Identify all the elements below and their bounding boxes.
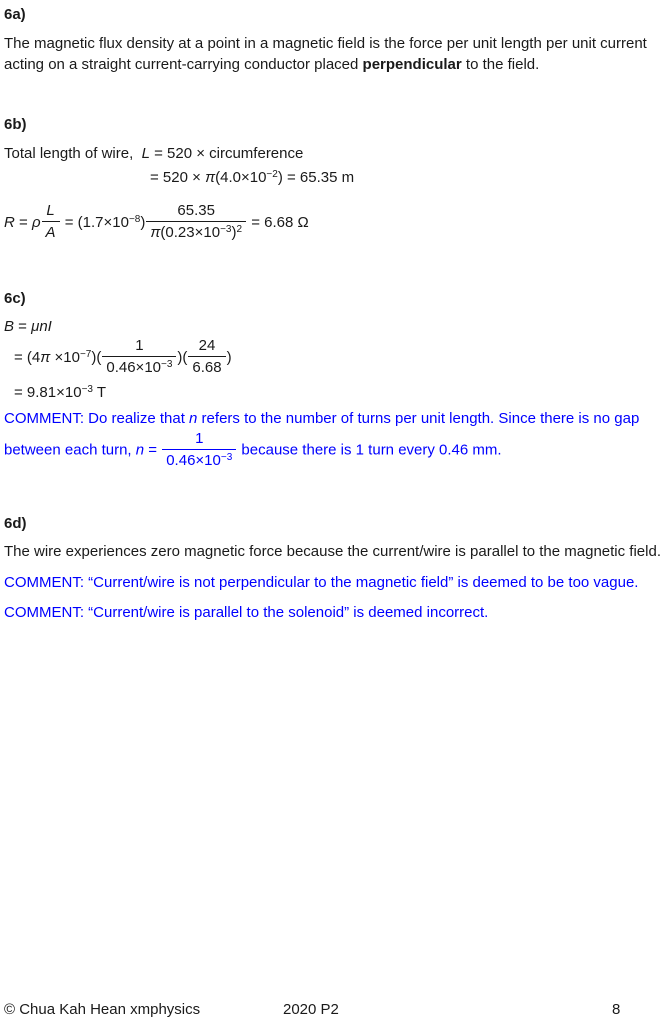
math-line-total-length — [4, 143, 665, 164]
equation-B-substitution — [14, 335, 665, 379]
math-text: = 520 × — [150, 169, 206, 186]
math-text: 0.46×10 — [106, 358, 161, 376]
comment-text: because there is 1 turn every 0.46 mm. — [237, 441, 502, 459]
math-text: = 520 × circumference — [149, 145, 304, 162]
comment-text: COMMENT: Do realize that — [4, 410, 190, 427]
math-var-n: n — [135, 441, 145, 459]
fraction-turns-per-length-inline — [162, 429, 236, 472]
equation-segment — [14, 347, 101, 368]
math-var-pi: π — [40, 348, 51, 366]
math-var-pi: π — [205, 169, 216, 186]
math-line-B-result — [14, 382, 665, 403]
math-text: = 9.81×10 — [14, 384, 82, 401]
fraction-denominator — [102, 356, 176, 379]
math-var-L: L — [46, 201, 55, 219]
math-var-L: L — [141, 145, 150, 162]
footer-page-number: 8 — [612, 1001, 621, 1018]
superscript: −3 — [161, 358, 173, 370]
fraction-length-over-area — [146, 201, 246, 244]
fraction-L-over-A — [42, 201, 60, 244]
comment-paragraph-6d-1: COMMENT: “Current/wire is not perpendicular to the magnetic field” is deemed to be too vague. — [4, 574, 639, 591]
fraction-current — [188, 336, 225, 379]
superscript: −3 — [81, 384, 93, 395]
fraction-numerator: 1 — [195, 430, 204, 447]
math-text: ) = 65.35 m — [277, 169, 355, 186]
math-text: )( — [177, 348, 188, 366]
fraction-denominator — [42, 221, 60, 244]
superscript: −3 — [220, 223, 232, 235]
math-text: = (4 — [14, 348, 41, 366]
equation-segment — [227, 347, 232, 368]
math-text: = 6.68 Ω — [247, 213, 309, 231]
fraction-numerator — [42, 201, 58, 221]
fraction-numerator: 65.35 — [177, 201, 215, 219]
fraction-denominator: 6.68 — [188, 356, 225, 379]
superscript: 2 — [236, 223, 243, 235]
fraction-denominator — [146, 221, 246, 244]
math-text: Total length of wire, — [4, 145, 142, 162]
fraction-numerator: 24 — [198, 336, 216, 354]
math-var-rho: ρ — [31, 213, 41, 231]
superscript: −3 — [220, 452, 233, 463]
math-text: = — [14, 318, 32, 335]
math-var-A: A — [45, 223, 56, 241]
body-text: The magnetic flux density at a point in a magnetic field is the force per unit length per unit current acting on a straight current-carrying conductor placed — [4, 35, 647, 73]
comment-text: = — [144, 441, 162, 459]
fraction-turns-per-length — [102, 336, 176, 379]
math-var-munI: μnI — [31, 318, 52, 335]
section-6a-paragraph — [4, 33, 665, 75]
section-6a-heading: 6a) — [4, 6, 26, 23]
math-text: (4.0×10 — [215, 169, 267, 186]
math-var-n: n — [189, 410, 198, 427]
superscript: −2 — [266, 169, 278, 180]
math-text: )( — [91, 348, 102, 366]
equation-segment — [177, 347, 187, 368]
section-6d-paragraph: The wire experiences zero magnetic force because the current/wire is parallel to the magnetic field. — [4, 543, 661, 560]
math-var-pi: π — [150, 223, 161, 241]
fraction-denominator — [162, 449, 236, 472]
math-text: ) — [226, 348, 232, 366]
superscript: −7 — [79, 348, 92, 360]
math-line-B-equals-munI — [4, 316, 665, 337]
equation-segment — [247, 212, 309, 233]
math-text: = — [14, 213, 32, 231]
equation-segment — [4, 212, 41, 233]
math-text: 0.46×10 — [166, 452, 221, 469]
bold-text-perpendicular: perpendicular — [362, 56, 462, 73]
equation-segment — [61, 212, 146, 233]
fraction-numerator: 1 — [135, 336, 144, 354]
footer-copyright: © Chua Kah Hean xmphysics — [4, 1001, 201, 1018]
section-6d-heading: 6d) — [4, 515, 27, 532]
comment-text: refers to the number of turns per unit length. Since there is no gap between each turn, — [4, 410, 640, 459]
page-footer — [4, 999, 665, 1019]
comment-paragraph-6d-2: COMMENT: “Current/wire is parallel to the solenoid” is deemed incorrect. — [4, 604, 489, 621]
math-var-R: R — [4, 213, 15, 231]
math-text: ×10 — [50, 348, 80, 366]
equation-resistance — [4, 197, 665, 247]
comment-paragraph-6c — [4, 408, 665, 472]
math-text: (0.23×10 — [160, 223, 221, 241]
math-line-circumference-value — [150, 167, 665, 188]
math-text: ) — [140, 213, 146, 231]
math-text: = (1.7×10 — [60, 213, 129, 231]
section-6c-heading: 6c) — [4, 290, 26, 307]
footer-doc-label: 2020 P2 — [283, 1001, 339, 1018]
math-var-B: B — [4, 318, 15, 335]
body-text: to the field. — [461, 56, 540, 73]
section-6b-heading: 6b) — [4, 116, 27, 133]
math-text: T — [92, 384, 107, 401]
math-text: ) — [231, 223, 237, 241]
superscript: −8 — [128, 213, 141, 225]
